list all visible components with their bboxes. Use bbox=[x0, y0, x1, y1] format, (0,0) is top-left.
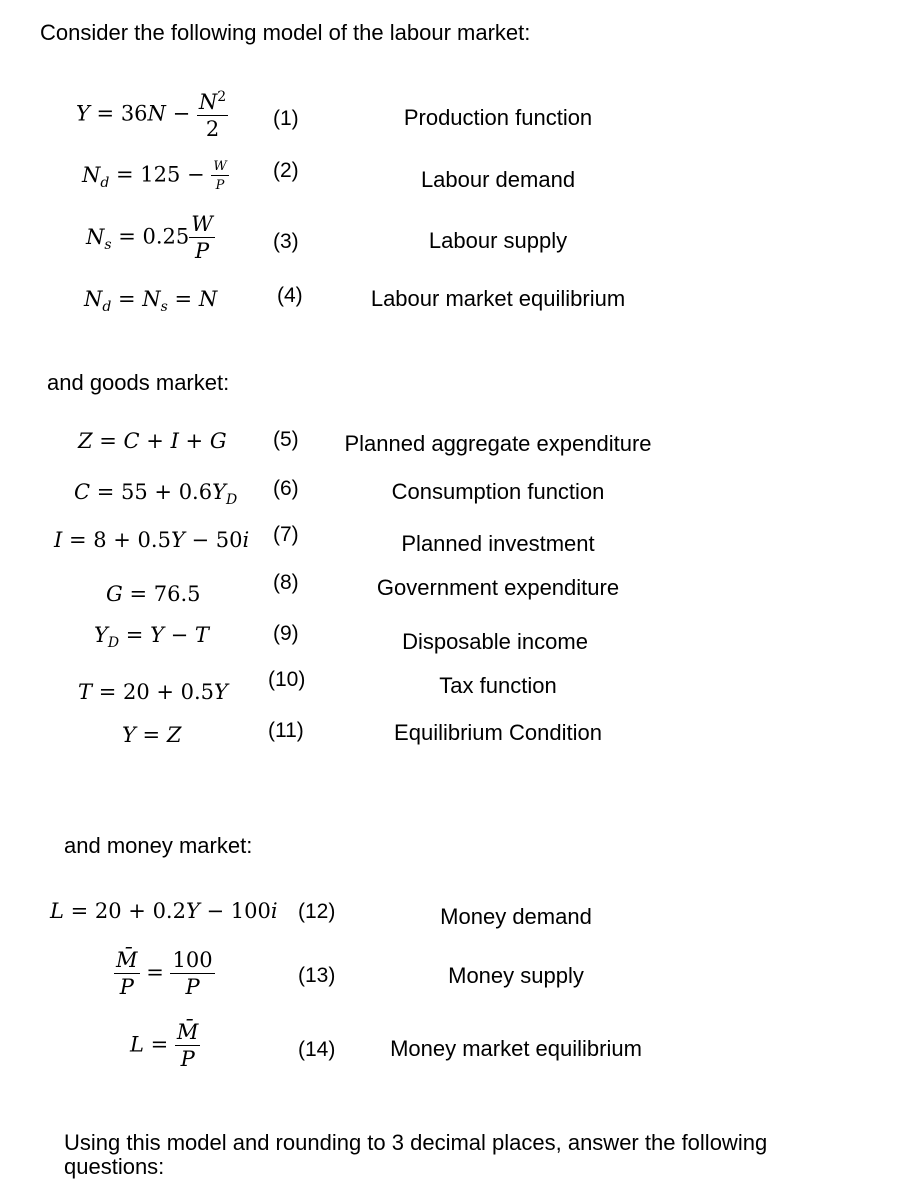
equation-tax: T = 20 + 0.5Y bbox=[78, 680, 228, 704]
label-labour-demand: Labour demand bbox=[420, 167, 576, 192]
eq-number-13: (13) bbox=[298, 964, 336, 987]
eq-number-14: (14) bbox=[298, 1038, 336, 1061]
label-planned-investment: Planned investment bbox=[401, 531, 595, 556]
eq-number-4: (4) bbox=[277, 284, 303, 307]
label-money-market-equilibrium: Money market equilibrium bbox=[390, 1036, 642, 1061]
label-planned-aggregate-expenditure: Planned aggregate expenditure bbox=[344, 431, 652, 456]
label-consumption-function: Consumption function bbox=[391, 479, 605, 504]
equation-labour-demand: $N_d = 125$ − $\frac{W}{P}$ bbox=[82, 159, 227, 193]
label-tax-function: Tax function bbox=[439, 673, 557, 698]
eq-number-10: (10) bbox=[268, 668, 306, 691]
eq-number-3: (3) bbox=[273, 230, 299, 253]
eq-number-8: (8) bbox=[273, 571, 299, 594]
equation-money-equilibrium: L = $\frac{M̄}{P}$ bbox=[130, 1020, 199, 1071]
label-money-demand: Money demand bbox=[440, 904, 592, 929]
equation-consumption: $C = 55 + 0.6Y_D$ bbox=[74, 480, 238, 509]
label-labour-supply: Labour supply bbox=[428, 228, 568, 253]
equation-government: G = 76.5 bbox=[106, 582, 201, 606]
label-government-expenditure: Government expenditure bbox=[376, 575, 620, 600]
eq-number-6: (6) bbox=[273, 477, 299, 500]
equation-planned-expenditure: Z = C + I + G bbox=[78, 429, 227, 453]
goods-heading: and goods market: bbox=[47, 370, 230, 395]
eq-number-12: (12) bbox=[298, 900, 336, 923]
money-heading: and money market: bbox=[64, 833, 253, 858]
intro-text: Consider the following model of the labour market: bbox=[40, 20, 531, 45]
equation-disposable-income: $Y_D = Y - T$ bbox=[94, 623, 209, 652]
label-production-function: Production function bbox=[403, 105, 593, 130]
equation-labour-supply: $N_s = 0.25$ $\frac{W}{P}$ bbox=[86, 212, 213, 263]
eq-number-11: (11) bbox=[268, 719, 304, 742]
eq-number-5: (5) bbox=[273, 428, 299, 451]
equation-money-supply: $\frac{M̄}{P}$ = $\frac{100}{P}$ bbox=[116, 948, 213, 999]
outro-text: Using this model and rounding to 3 decimal places, answer the following questions: bbox=[64, 1130, 768, 1180]
equation-production: Y = 36N − $\frac{N^2}{2}$ bbox=[76, 89, 227, 141]
label-equilibrium-condition: Equilibrium Condition bbox=[394, 720, 602, 745]
eq-number-7: (7) bbox=[273, 523, 299, 546]
eq-number-9: (9) bbox=[273, 622, 299, 645]
eq-number-1: (1) bbox=[273, 107, 299, 130]
label-labour-market-equilibrium: Labour market equilibrium bbox=[370, 286, 626, 311]
equation-equilibrium: Y = Z bbox=[122, 723, 182, 747]
eq-number-2: (2) bbox=[273, 159, 299, 182]
equation-investment: I = 8 + 0.5Y − 50i bbox=[54, 528, 250, 552]
equation-money-demand: L = 20 + 0.2Y − 100i bbox=[50, 899, 278, 923]
label-disposable-income: Disposable income bbox=[402, 629, 588, 654]
equation-labour-equilibrium: $N_d = N_s = N$ bbox=[84, 287, 218, 316]
label-money-supply: Money supply bbox=[448, 963, 584, 988]
